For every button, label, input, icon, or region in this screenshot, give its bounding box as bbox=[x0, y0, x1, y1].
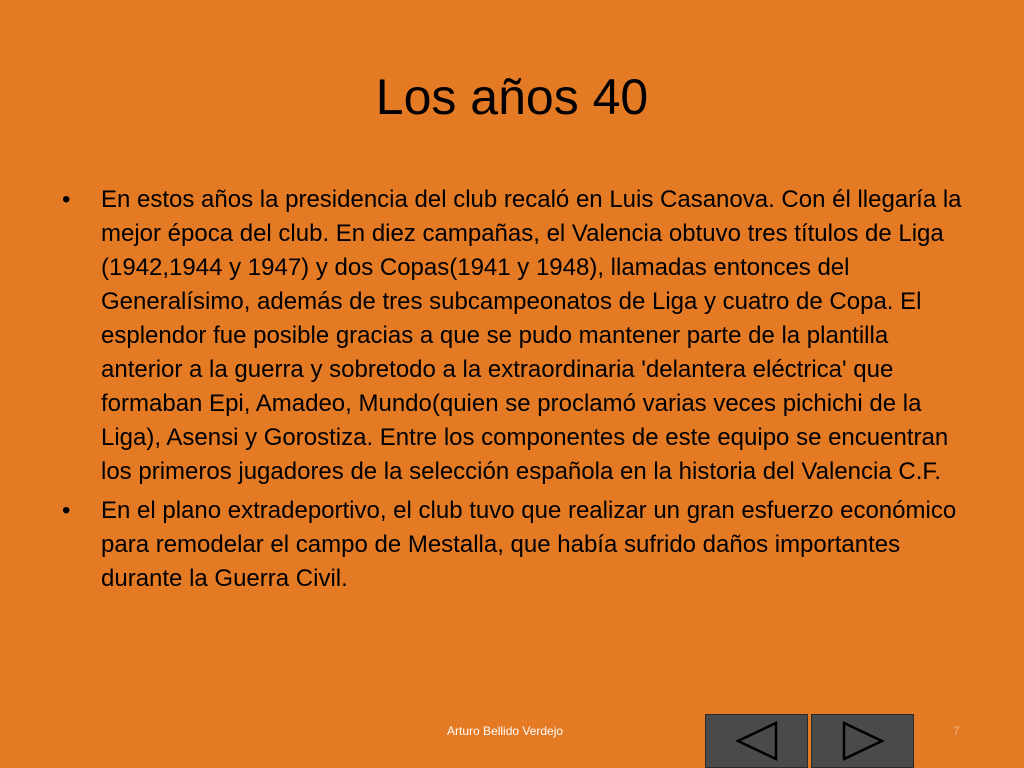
page-number: 7 bbox=[953, 724, 960, 738]
bullet-item bbox=[62, 183, 972, 489]
left-triangle-icon bbox=[735, 721, 779, 761]
bullet-list bbox=[62, 183, 972, 601]
slide-navigation bbox=[705, 714, 915, 768]
bullet-dot: • bbox=[62, 497, 71, 524]
bullet-item bbox=[62, 494, 972, 596]
right-triangle-icon bbox=[841, 721, 885, 761]
bullet-dot: • bbox=[62, 186, 71, 213]
footer-author: Arturo Bellido Verdejo bbox=[447, 724, 564, 738]
bullet-text: En el plano extradeportivo, el club tuvo que realizar un gran esfuerzo económico para remodelar el campo de Mestalla, que había sufrido daños importantes durante la Guerra Civil. bbox=[101, 497, 957, 592]
slide-title: Los años 40 bbox=[375, 69, 649, 125]
bullet-text: En estos años la presidencia del club recaló en Luis Casanova. Con él llegaría la mejor época del club. En diez campañas, el Valencia obtuvo tres títulos de Liga (1942,1944 y 1947) y dos Copas(1941 y 1948), llamadas entonces del Generalísimo, además de tres subcampeonatos de Liga y cuatro de Copa. El esplendor fue posible gracias a que se pudo mantener parte de la plantilla anterior a la guerra y sobretodo a la extraordinaria 'delantera eléctrica' que formaban Epi, Amadeo, Mundo(quien se proclamó varias veces pichichi de la Liga), Asensi y Gorostiza. Entre los componentes de este equipo se encuentran los primeros jugadores de la selección española en la historia del Valencia C.F. bbox=[101, 186, 962, 485]
next-slide-button[interactable] bbox=[811, 714, 914, 768]
previous-slide-button[interactable] bbox=[705, 714, 808, 768]
